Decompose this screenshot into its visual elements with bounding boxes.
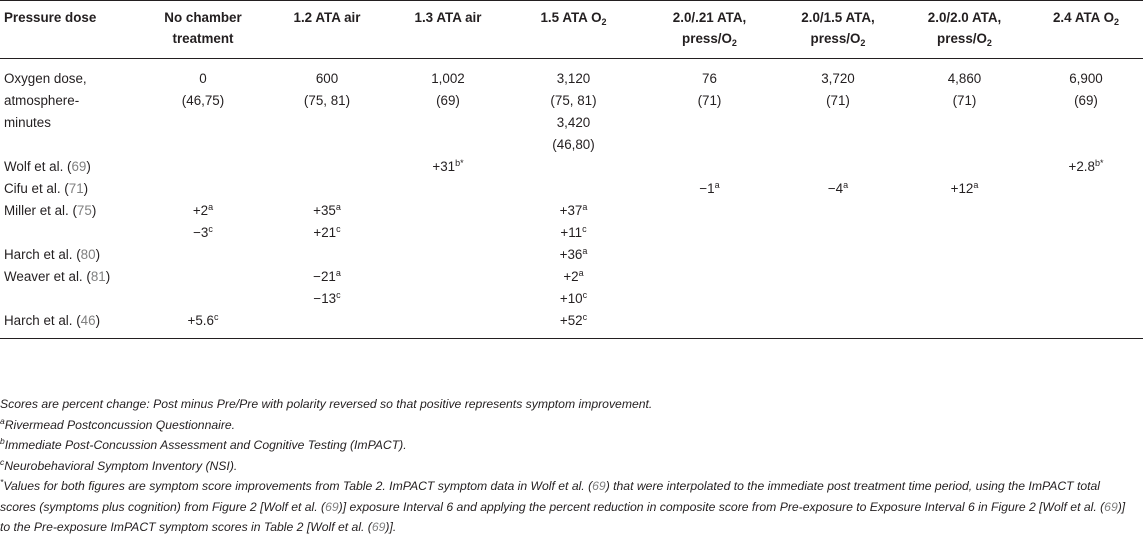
header-2-0-1-5-line2-text: press/O <box>810 31 861 46</box>
empty-cell <box>643 266 776 310</box>
empty-cell <box>144 156 262 178</box>
score-line <box>508 222 639 244</box>
footnote-c-mark: c <box>0 456 5 467</box>
footnote-mark: c <box>213 312 219 322</box>
cifu-2-0-2-0-value <box>900 178 1029 200</box>
footnote-mark: c <box>582 290 588 300</box>
oxygen-dose-refs: (71) <box>826 93 850 108</box>
header-1-5-ata-o2-text: 1.5 ATA O <box>540 10 602 25</box>
footnote-mark: a <box>582 246 588 256</box>
oxygen-dose-2-0-1-5-ata <box>776 59 900 157</box>
empty-cell <box>504 178 643 200</box>
oxygen-dose-1-3-ata <box>392 59 504 157</box>
header-2-0-2-0-sub: 2 <box>986 38 992 48</box>
footnote-mark: a <box>714 180 720 190</box>
empty-cell <box>262 178 392 200</box>
table-row-cifu <box>0 178 1143 200</box>
reference-link[interactable]: 69 <box>592 479 606 493</box>
header-no-chamber <box>144 1 262 59</box>
empty-cell <box>262 310 392 339</box>
footnote-mark: a <box>582 202 588 212</box>
empty-cell <box>776 200 900 244</box>
header-row <box>0 1 1143 59</box>
footnote-star-text-4: )] to the Pre-exposure ImPACT symptom scores in Table 2 [Wolf et al. ( <box>0 499 1126 534</box>
footnote-mark: a <box>973 180 979 190</box>
header-2-0-1-5-line2 <box>780 28 896 49</box>
oxygen-dose-1-5-ata <box>504 59 643 157</box>
score-line <box>508 200 639 222</box>
study-label-cifu <box>0 178 144 200</box>
score-line <box>508 288 639 310</box>
oxygen-dose-refs: (69) <box>436 93 460 108</box>
table-row-harch-80 <box>0 244 1143 266</box>
header-2-0-1-5-sub: 2 <box>860 38 866 48</box>
wolf-1-3-ata-value <box>392 156 504 178</box>
footnote-a-mark: a <box>0 415 5 426</box>
score-line <box>266 266 388 288</box>
reference-link[interactable]: 46 <box>80 313 96 328</box>
empty-cell <box>144 244 262 266</box>
empty-cell <box>900 244 1029 266</box>
header-2-4-ata-o2-text: 2.4 ATA O <box>1052 10 1114 25</box>
header-1-3-ata-air: 1.3 ATA air <box>414 10 482 25</box>
reference-link[interactable]: 75 <box>76 203 92 218</box>
footnote-b-mark: b <box>0 436 5 446</box>
table-row-miller <box>0 200 1143 244</box>
header-2-0-2-0-line2 <box>904 28 1025 49</box>
footnote-star-text-2: ) that were interpolated to the immediate post treatment time period, using the ImPACT total scores (symptoms plus cognition) from Figure 2 [Wolf et al. ( <box>0 479 1100 514</box>
oxygen-dose-row <box>0 59 1143 157</box>
study-label-wolf <box>0 156 144 178</box>
header-no-chamber-line1: No chamber <box>164 10 242 25</box>
footnote-star-text-1: Values for both figures are symptom score improvements from Table 2. ImPACT symptom data in Wolf et al. ( <box>3 479 593 493</box>
oxygen-dose-refs: (69) <box>1074 93 1098 108</box>
table-row-harch-46 <box>0 310 1143 339</box>
header-no-chamber-line2: treatment <box>172 31 234 46</box>
empty-cell <box>392 310 504 339</box>
empty-cell <box>262 244 392 266</box>
footnote-mark: c <box>336 224 341 234</box>
empty-cell <box>900 156 1029 178</box>
cifu-2-0-21-value <box>643 178 776 200</box>
oxygen-dose-value: 76 <box>702 71 717 86</box>
empty-cell <box>900 266 1029 310</box>
study-name: Weaver et al. ( <box>4 269 91 284</box>
study-name: Miller et al. ( <box>4 203 77 218</box>
cifu-2-0-1-5-value <box>776 178 900 200</box>
footnote-c-text: Neurobehavioral Symptom Inventory (NSI). <box>4 458 238 473</box>
score-value: +2 <box>563 269 579 284</box>
study-name: Cifu et al. ( <box>4 181 69 196</box>
study-close: ) <box>86 159 91 174</box>
reference-link[interactable]: 69 <box>325 499 339 514</box>
footnote-star <box>0 476 1138 538</box>
study-label-miller <box>0 200 144 244</box>
oxygen-dose-value: 0 <box>199 71 207 86</box>
study-name: Wolf et al. ( <box>4 159 72 174</box>
oxygen-dose-value: 1,002 <box>431 71 465 86</box>
header-2-0-2-0-ata <box>900 1 1029 59</box>
footnote-c <box>0 456 1138 477</box>
study-close: ) <box>105 269 111 284</box>
score-value: −21 <box>313 269 336 284</box>
score-value: +2.8 <box>1068 159 1095 174</box>
reference-link[interactable]: 69 <box>71 159 87 174</box>
table-row-wolf <box>0 156 1143 178</box>
study-close: ) <box>95 313 101 328</box>
weaver-1-5-ata-values <box>504 266 643 310</box>
footnote-mark: a <box>335 268 341 278</box>
reference-link[interactable]: 71 <box>68 181 84 196</box>
empty-cell <box>1029 200 1143 244</box>
oxygen-dose-2-4-ata <box>1029 59 1143 157</box>
empty-cell <box>776 266 900 310</box>
footnote-mark: c <box>582 312 588 322</box>
reference-link[interactable]: 69 <box>371 520 386 534</box>
header-2-0-2-0-line2-text: press/O <box>937 31 987 46</box>
harch-80-1-5-ata-value <box>504 244 643 266</box>
header-1-2-ata-air: 1.2 ATA air <box>293 10 361 25</box>
header-2-0-21-line2 <box>647 28 772 49</box>
footnote-a-text: Rivermead Postconcussion Questionnaire. <box>4 417 236 432</box>
oxygen-dose-value: 600 <box>315 71 339 86</box>
wolf-2-4-ata-value <box>1029 156 1143 178</box>
score-value: +10 <box>559 291 583 306</box>
empty-cell <box>643 244 776 266</box>
header-1-5-ata-o2-sub: 2 <box>601 17 607 27</box>
empty-cell <box>776 244 900 266</box>
empty-cell <box>1029 178 1143 200</box>
score-value: +35 <box>313 203 336 218</box>
study-label-weaver <box>0 266 144 310</box>
footnote-scores: Scores are percent change: Post minus Pre/Pre with polarity reversed so that positive represents symptom improvement. <box>0 397 653 411</box>
footnote-b <box>0 435 1138 456</box>
empty-cell <box>643 310 776 339</box>
reference-link[interactable]: 80 <box>80 247 96 262</box>
oxygen-dose-value: 6,900 <box>1069 71 1103 86</box>
miller-1-2-ata-values <box>262 200 392 244</box>
footnote-mark: a <box>208 202 214 212</box>
empty-cell <box>900 200 1029 244</box>
footnote-mark: a <box>335 202 341 212</box>
empty-cell <box>643 200 776 244</box>
footnote-a <box>0 415 1138 436</box>
empty-cell <box>1029 244 1143 266</box>
empty-cell <box>1029 266 1143 310</box>
empty-cell <box>262 156 392 178</box>
oxygen-dose-refs: (46,80) <box>552 137 595 152</box>
footnote-mark: b* <box>455 158 464 168</box>
footnote-mark: a <box>843 180 849 190</box>
reference-link[interactable]: 81 <box>90 269 106 284</box>
table-footnotes <box>0 394 1138 538</box>
study-close: ) <box>91 203 97 218</box>
empty-cell <box>392 266 504 310</box>
reference-link[interactable]: 69 <box>1104 499 1118 514</box>
score-value: −1 <box>699 181 715 196</box>
score-line <box>266 222 388 244</box>
empty-cell <box>392 178 504 200</box>
oxygen-dose-1-2-ata <box>262 59 392 157</box>
oxygen-dose-label-line3: minutes <box>4 115 51 130</box>
study-label-harch-80 <box>0 244 144 266</box>
oxygen-dose-2-0-2-0-ata <box>900 59 1029 157</box>
score-line <box>148 222 258 244</box>
empty-cell <box>392 200 504 244</box>
score-value: +52 <box>559 313 583 328</box>
oxygen-dose-label <box>0 59 144 157</box>
empty-cell <box>144 178 262 200</box>
footnote-star-mark: * <box>0 477 4 487</box>
table-row-weaver <box>0 266 1143 310</box>
oxygen-dose-value: 3,720 <box>821 71 855 86</box>
oxygen-dose-2-0-21-ata <box>643 59 776 157</box>
harch-46-1-5-ata-value <box>504 310 643 339</box>
score-value: −3 <box>193 225 209 240</box>
empty-cell <box>504 156 643 178</box>
oxygen-dose-value: 3,420 <box>556 115 591 130</box>
header-2-0-1-5-ata <box>776 1 900 59</box>
empty-cell <box>144 266 262 310</box>
score-value: +37 <box>559 203 583 218</box>
weaver-1-2-ata-values <box>262 266 392 310</box>
score-line <box>266 200 388 222</box>
score-value: −4 <box>827 181 844 196</box>
score-value: −13 <box>313 291 337 306</box>
study-close: ) <box>83 181 89 196</box>
header-2-0-1-5-line1: 2.0/1.5 ATA, <box>801 10 875 25</box>
score-value: +36 <box>559 247 583 262</box>
oxygen-dose-value: 3,120 <box>556 71 591 86</box>
header-2-0-21-line2-text: press/O <box>682 31 732 46</box>
oxygen-dose-no-chamber <box>144 59 262 157</box>
header-2-0-21-sub: 2 <box>731 38 737 48</box>
header-2-0-2-0-line1: 2.0/2.0 ATA, <box>927 10 1002 25</box>
header-pressure-dose: Pressure dose <box>4 10 97 25</box>
study-name: Harch et al. ( <box>4 247 81 262</box>
oxygen-dose-refs: (71) <box>697 93 722 108</box>
header-2-4-ata-o2-sub: 2 <box>1114 17 1120 27</box>
oxygen-dose-refs: (71) <box>952 93 977 108</box>
oxygen-dose-label-line1: Oxygen dose, <box>4 71 87 86</box>
footnote-star-text-5: )]. <box>385 520 397 534</box>
empty-cell <box>392 244 504 266</box>
header-2-4-ata-o2 <box>1029 1 1143 59</box>
empty-cell <box>776 310 900 339</box>
score-line <box>266 288 388 310</box>
miller-no-chamber-values <box>144 200 262 244</box>
score-value: +2 <box>192 203 209 218</box>
header-2-0-21-ata <box>643 1 776 59</box>
score-line <box>508 266 639 288</box>
footnote-mark: b* <box>1094 158 1104 168</box>
oxygen-dose-refs: (75, 81) <box>550 93 597 108</box>
harch-46-no-chamber-value <box>144 310 262 339</box>
oxygen-dose-refs: (46,75) <box>181 93 225 108</box>
miller-1-5-ata-values <box>504 200 643 244</box>
empty-cell <box>776 156 900 178</box>
header-2-0-21-line1: 2.0/.21 ATA, <box>672 10 747 25</box>
oxygen-dose-refs: (75, 81) <box>303 93 351 108</box>
score-value: +21 <box>313 225 337 240</box>
footnote-star-text-3: )] exposure Interval 6 and applying the percent reduction in composite score from Pre-exposure to Exposure Interval 6 in Figure 2 [Wolf et al. ( <box>338 499 1105 514</box>
score-line <box>148 200 258 222</box>
study-close: ) <box>95 247 101 262</box>
header-1-5-ata-o2 <box>504 1 643 59</box>
score-value: +11 <box>560 225 583 240</box>
oxygen-dose-label-line2: atmosphere- <box>4 93 80 108</box>
study-label-harch-46 <box>0 310 144 339</box>
oxygen-dose-value: 4,860 <box>947 71 982 86</box>
empty-cell <box>643 156 776 178</box>
empty-cell <box>900 310 1029 339</box>
score-value: +5.6 <box>187 313 214 328</box>
empty-cell <box>1029 310 1143 339</box>
footnote-mark: c <box>582 224 587 234</box>
footnote-mark: a <box>578 268 584 278</box>
study-name: Harch et al. ( <box>4 313 81 328</box>
footnote-mark: c <box>208 224 213 234</box>
footnote-mark: c <box>336 290 341 300</box>
score-value: +12 <box>950 181 974 196</box>
score-value: +31 <box>432 159 456 174</box>
footnote-b-text: Immediate Post-Concussion Assessment and Cognitive Testing (ImPACT). <box>4 438 407 452</box>
